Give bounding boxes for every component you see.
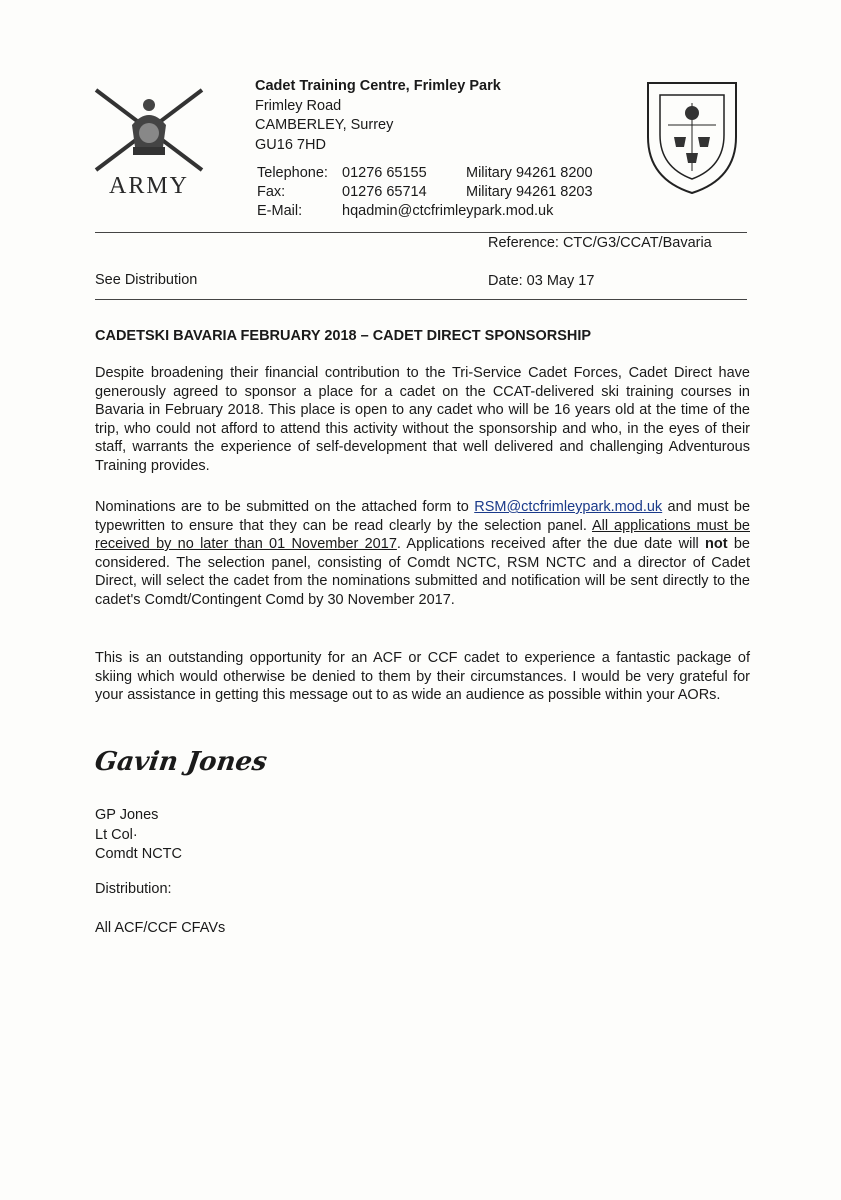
distribution-list: All ACF/CCF CFAVs xyxy=(95,920,226,936)
signatory-rank: Lt Col· xyxy=(95,826,138,843)
rsm-email-link[interactable]: RSM@ctcfrimleypark.mod.uk xyxy=(474,499,663,515)
paragraph-2-text: and must be typewritten to ensure that they can be read clearly by the selection panel. xyxy=(95,499,751,534)
signatory-name: GP Jones xyxy=(95,807,159,823)
deadline-text: All applications must be received by no later than 01 November 2017 xyxy=(95,517,750,552)
paragraph-2 xyxy=(95,498,750,609)
fax-number: 01276 65714 xyxy=(342,184,427,200)
telephone-label: Telephone: xyxy=(257,165,328,181)
reference-divider xyxy=(95,299,747,300)
emphasis-not: not xyxy=(705,536,728,552)
paragraph-2-text: Nominations are to be submitted on the attached form to xyxy=(95,499,475,515)
paragraph-1: Despite broadening their financial contribution to the Tri-Service Cadet Forces, Cadet Direct have generously agreed to sponsor a place for a cadet on the CCAT-delivered ski training courses in Bavaria in February 2018. This place is open to any cadet who will be 16 years old at the time of the trip, who could not afford to attend this activity without the sponsorship and who, in the eyes of their staff, warrants the experience of self-development that well delivered and challenging Adventurous Training provides. xyxy=(95,365,750,474)
signatory-appointment: Comdt NCTC xyxy=(95,846,183,862)
address-line: CAMBERLEY, Surrey xyxy=(255,117,394,133)
frimley-park-crest xyxy=(638,75,746,197)
address-block xyxy=(255,77,501,155)
address-line: GU16 7HD xyxy=(255,136,326,153)
signoff-block xyxy=(95,806,182,865)
reference: Reference: CTC/G3/CCAT/Bavaria xyxy=(488,235,712,251)
crossed-swords-crown-icon xyxy=(88,85,210,175)
letter-title: CADETSKI BAVARIA FEBRUARY 2018 – CADET DIRECT SPONSORSHIP xyxy=(95,328,592,344)
fax-label: Fax: xyxy=(257,184,286,200)
army-logo-text: ARMY xyxy=(108,173,189,199)
distribution-label: Distribution: xyxy=(95,881,172,897)
telephone-number: 01276 65155 xyxy=(342,165,427,181)
fax-military: Military 94261 8203 xyxy=(466,184,593,200)
letter-date: Date: 03 May 17 xyxy=(488,273,595,289)
signature: Gavin Jones xyxy=(92,747,269,777)
address-line: Frimley Road xyxy=(255,97,342,114)
email-label: E-Mail: xyxy=(257,203,303,219)
contact-block xyxy=(257,164,593,221)
paragraph-2-text: . Applications received after the due date will xyxy=(396,536,706,552)
organisation-name: Cadet Training Centre, Frimley Park xyxy=(255,78,501,94)
telephone-military: Military 94261 8200 xyxy=(466,165,593,181)
army-logo xyxy=(88,85,210,200)
email-address: hqadmin@ctcfrimleypark.mod.uk xyxy=(342,203,554,219)
paragraph-2-text: be considered. The selection panel, consisting of Comdt NCTC, RSM NCTC and a director of Cadet Direct, will select the cadet from the nominations submitted and notification will be sent directly to the cadet's Comdt/Contingent Comd by 30 November 2017. xyxy=(95,536,750,608)
header-divider xyxy=(95,232,747,233)
addressee: See Distribution xyxy=(95,272,198,288)
paragraph-3: This is an outstanding opportunity for an ACF or CCF cadet to experience a fantastic package of skiing which would otherwise be denied to them by their circumstances. I would be very grateful for your assistance in getting this message out to as wide an audience as possible within your AORs. xyxy=(95,650,750,703)
crest-icon xyxy=(638,75,746,197)
